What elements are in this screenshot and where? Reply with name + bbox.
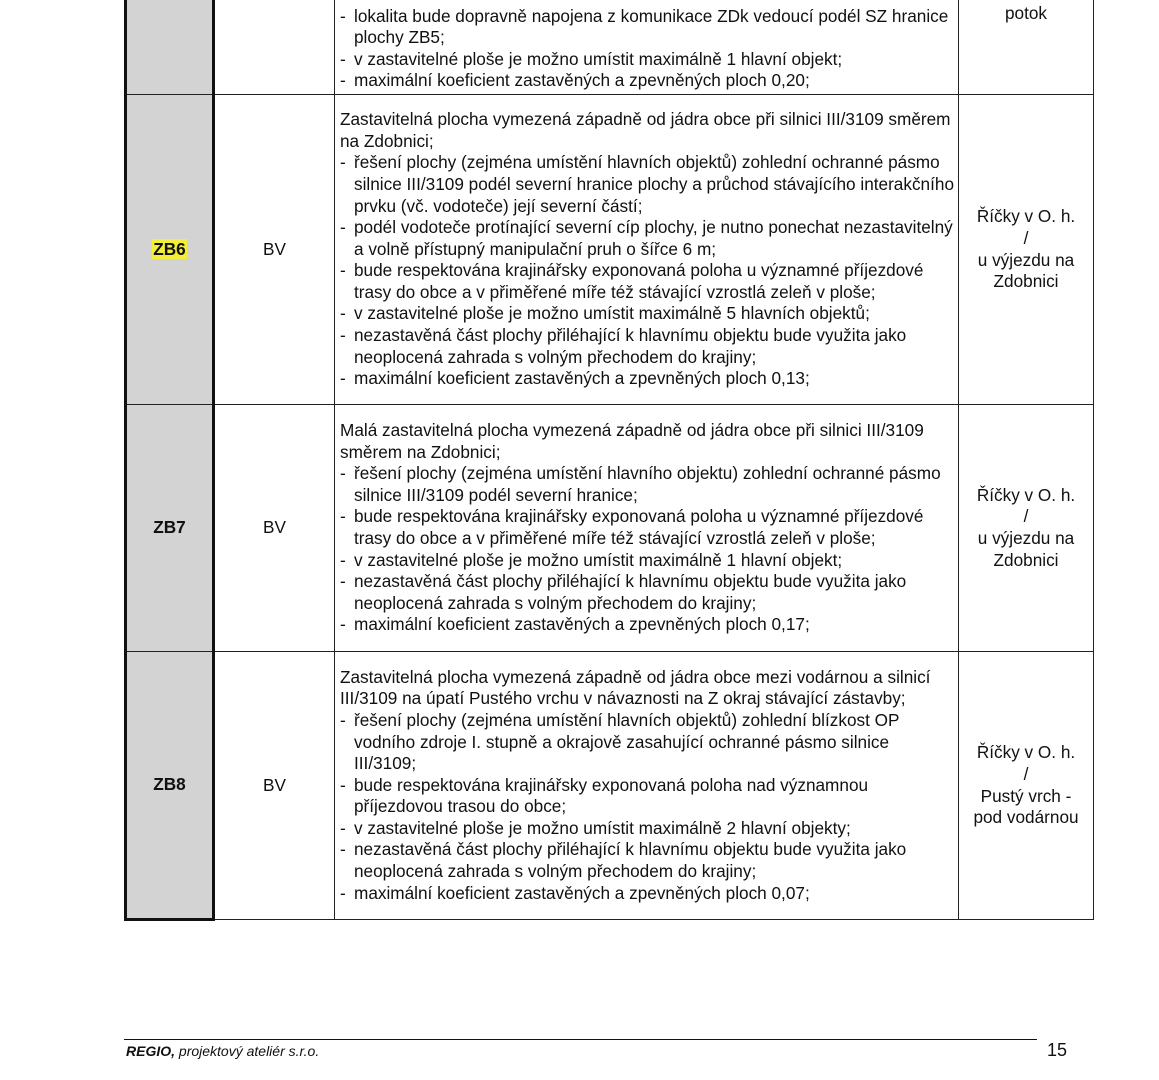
footer-company [126, 1043, 319, 1059]
zone-code-cell [126, 405, 214, 652]
condition-item: - maximální koeficient zastavěných a zpevněných ploch 0,07; [340, 883, 954, 905]
zone-intro: Zastavitelná plocha vymezená západně od jádra obce mezi vodárnou a silnicí III/3109 na úpatí Pustého vrchu v návaznosti na Z okraj stávající zástavby; [340, 666, 931, 709]
zone-description [335, 652, 959, 920]
zone-row [126, 652, 1094, 920]
condition-item: - lokalita bude dopravně napojena z komunikace ZDk vedoucí podél SZ hranice plochy ZB5; [340, 6, 954, 49]
zone-type: BV [214, 95, 335, 405]
zone-row [126, 95, 1094, 405]
condition-item: - řešení plochy (zejména umístění hlavního objektu) zohlední ochranné pásmo silnice III/3109 podél severní hranice; [340, 463, 954, 506]
zone-code: ZB8 [153, 774, 186, 795]
location-line: Říčky v O. h. [976, 484, 1076, 505]
condition-item: - řešení plochy (zejména umístění hlavních objektů) zohlední ochranné pásmo silnice III/3109 podél severní hranice plochy a průchod stávajícího interakčního prvku (vč. vodoteče) její severní částí; [340, 152, 954, 217]
location-line: / [1023, 227, 1029, 248]
location-line: Zdobnici [993, 549, 1059, 570]
zone-intro: Zastavitelná plocha vymezená západně od jádra obce při silnici III/3109 směrem na Zdobnici; [340, 109, 951, 151]
condition-list [340, 152, 954, 390]
condition-item: - bude respektována krajinářsky exponovaná poloha nad významnou příjezdovou trasou do obce; [340, 775, 954, 818]
location-line: / [1023, 506, 1029, 527]
condition-list [340, 463, 954, 636]
zone-code-cell [126, 95, 214, 405]
zone-code: ZB6 [153, 238, 186, 259]
zone-code-cell [126, 0, 214, 95]
zone-row [126, 0, 1094, 95]
zone-description [335, 405, 959, 652]
zone-location [959, 0, 1094, 95]
condition-item: - nezastavěná část plochy přiléhající k hlavnímu objektu bude využita jako neoplocená zahrada s volným přechodem do krajiny; [340, 839, 954, 882]
condition-item: - maximální koeficient zastavěných a zpevněných ploch 0,13; [340, 368, 954, 390]
condition-list [340, 710, 954, 904]
company-name: REGIO, [126, 1043, 176, 1059]
location-line: u výjezdu na [977, 528, 1075, 548]
condition-item: - nezastavěná část plochy přiléhající k hlavnímu objektu bude využita jako neoplocená zahrada s volným přechodem do krajiny; [340, 325, 954, 368]
condition-item: - v zastavitelné ploše je možno umístit maximálně 1 hlavní objekt; [340, 49, 954, 71]
location-line: Říčky v O. h. [976, 742, 1076, 763]
zone-row [126, 405, 1094, 652]
zone-location [959, 405, 1094, 652]
zone-type: BV [214, 652, 335, 920]
condition-item: - maximální koeficient zastavěných a zpevněných ploch 0,17; [340, 614, 954, 636]
condition-item: - v zastavitelné ploše je možno umístit maximálně 2 hlavní objekty; [340, 818, 954, 840]
location-line: / [1023, 763, 1029, 784]
location-line: u výjezdu na [977, 249, 1075, 270]
footer-divider [124, 1039, 1037, 1040]
condition-list [340, 6, 954, 92]
zone-description [335, 95, 959, 405]
zone-code-cell [126, 652, 214, 920]
location-line: potok [1004, 3, 1048, 23]
zone-description [335, 0, 959, 95]
location-line: pod vodárnou [973, 807, 1079, 828]
condition-item: - řešení plochy (zejména umístění hlavních objektů) zohlední blízkost OP vodního zdroje I. stupně a okrajově zasahující ochranné pásmo silnice III/3109; [340, 710, 954, 775]
zone-code: ZB7 [153, 517, 186, 538]
condition-item: - bude respektována krajinářsky exponovaná poloha u významné příjezdové trasy do obce a v přiměřené míře též stávající vzrostlá zeleň v ploše; [340, 260, 954, 303]
condition-item: - bude respektována krajinářsky exponovaná poloha u významné příjezdové trasy do obce a v přiměřené míře též stávající vzrostlá zeleň v ploše; [340, 506, 954, 549]
page-number: 15 [1047, 1040, 1068, 1060]
zone-intro: Malá zastavitelná plocha vymezená západně od jádra obce při silnici III/3109 směrem na Zdobnici; [340, 420, 924, 462]
company-suffix: projektový ateliér s.r.o. [175, 1043, 320, 1059]
condition-item: - v zastavitelné ploše je možno umístit maximálně 5 hlavních objektů; [340, 303, 954, 325]
zones-table [124, 0, 1094, 921]
location-line: Říčky v O. h. [976, 206, 1076, 227]
condition-item: - podél vodoteče protínající severní cíp plochy, je nutno ponechat nezastavitelný a volně přístupný manipulační pruh o šířce 6 m; [340, 217, 954, 260]
zone-type [214, 0, 335, 95]
zone-location [959, 652, 1094, 920]
zone-type: BV [214, 405, 335, 652]
condition-item: - maximální koeficient zastavěných a zpevněných ploch 0,20; [340, 70, 954, 92]
location-line: Pustý vrch - [980, 785, 1072, 806]
location-line: Zdobnici [993, 271, 1059, 292]
zone-location [959, 95, 1094, 405]
condition-item: - nezastavěná část plochy přiléhající k hlavnímu objektu bude využita jako neoplocená zahrada s volným přechodem do krajiny; [340, 571, 954, 614]
condition-item: - v zastavitelné ploše je možno umístit maximálně 1 hlavní objekt; [340, 550, 954, 572]
